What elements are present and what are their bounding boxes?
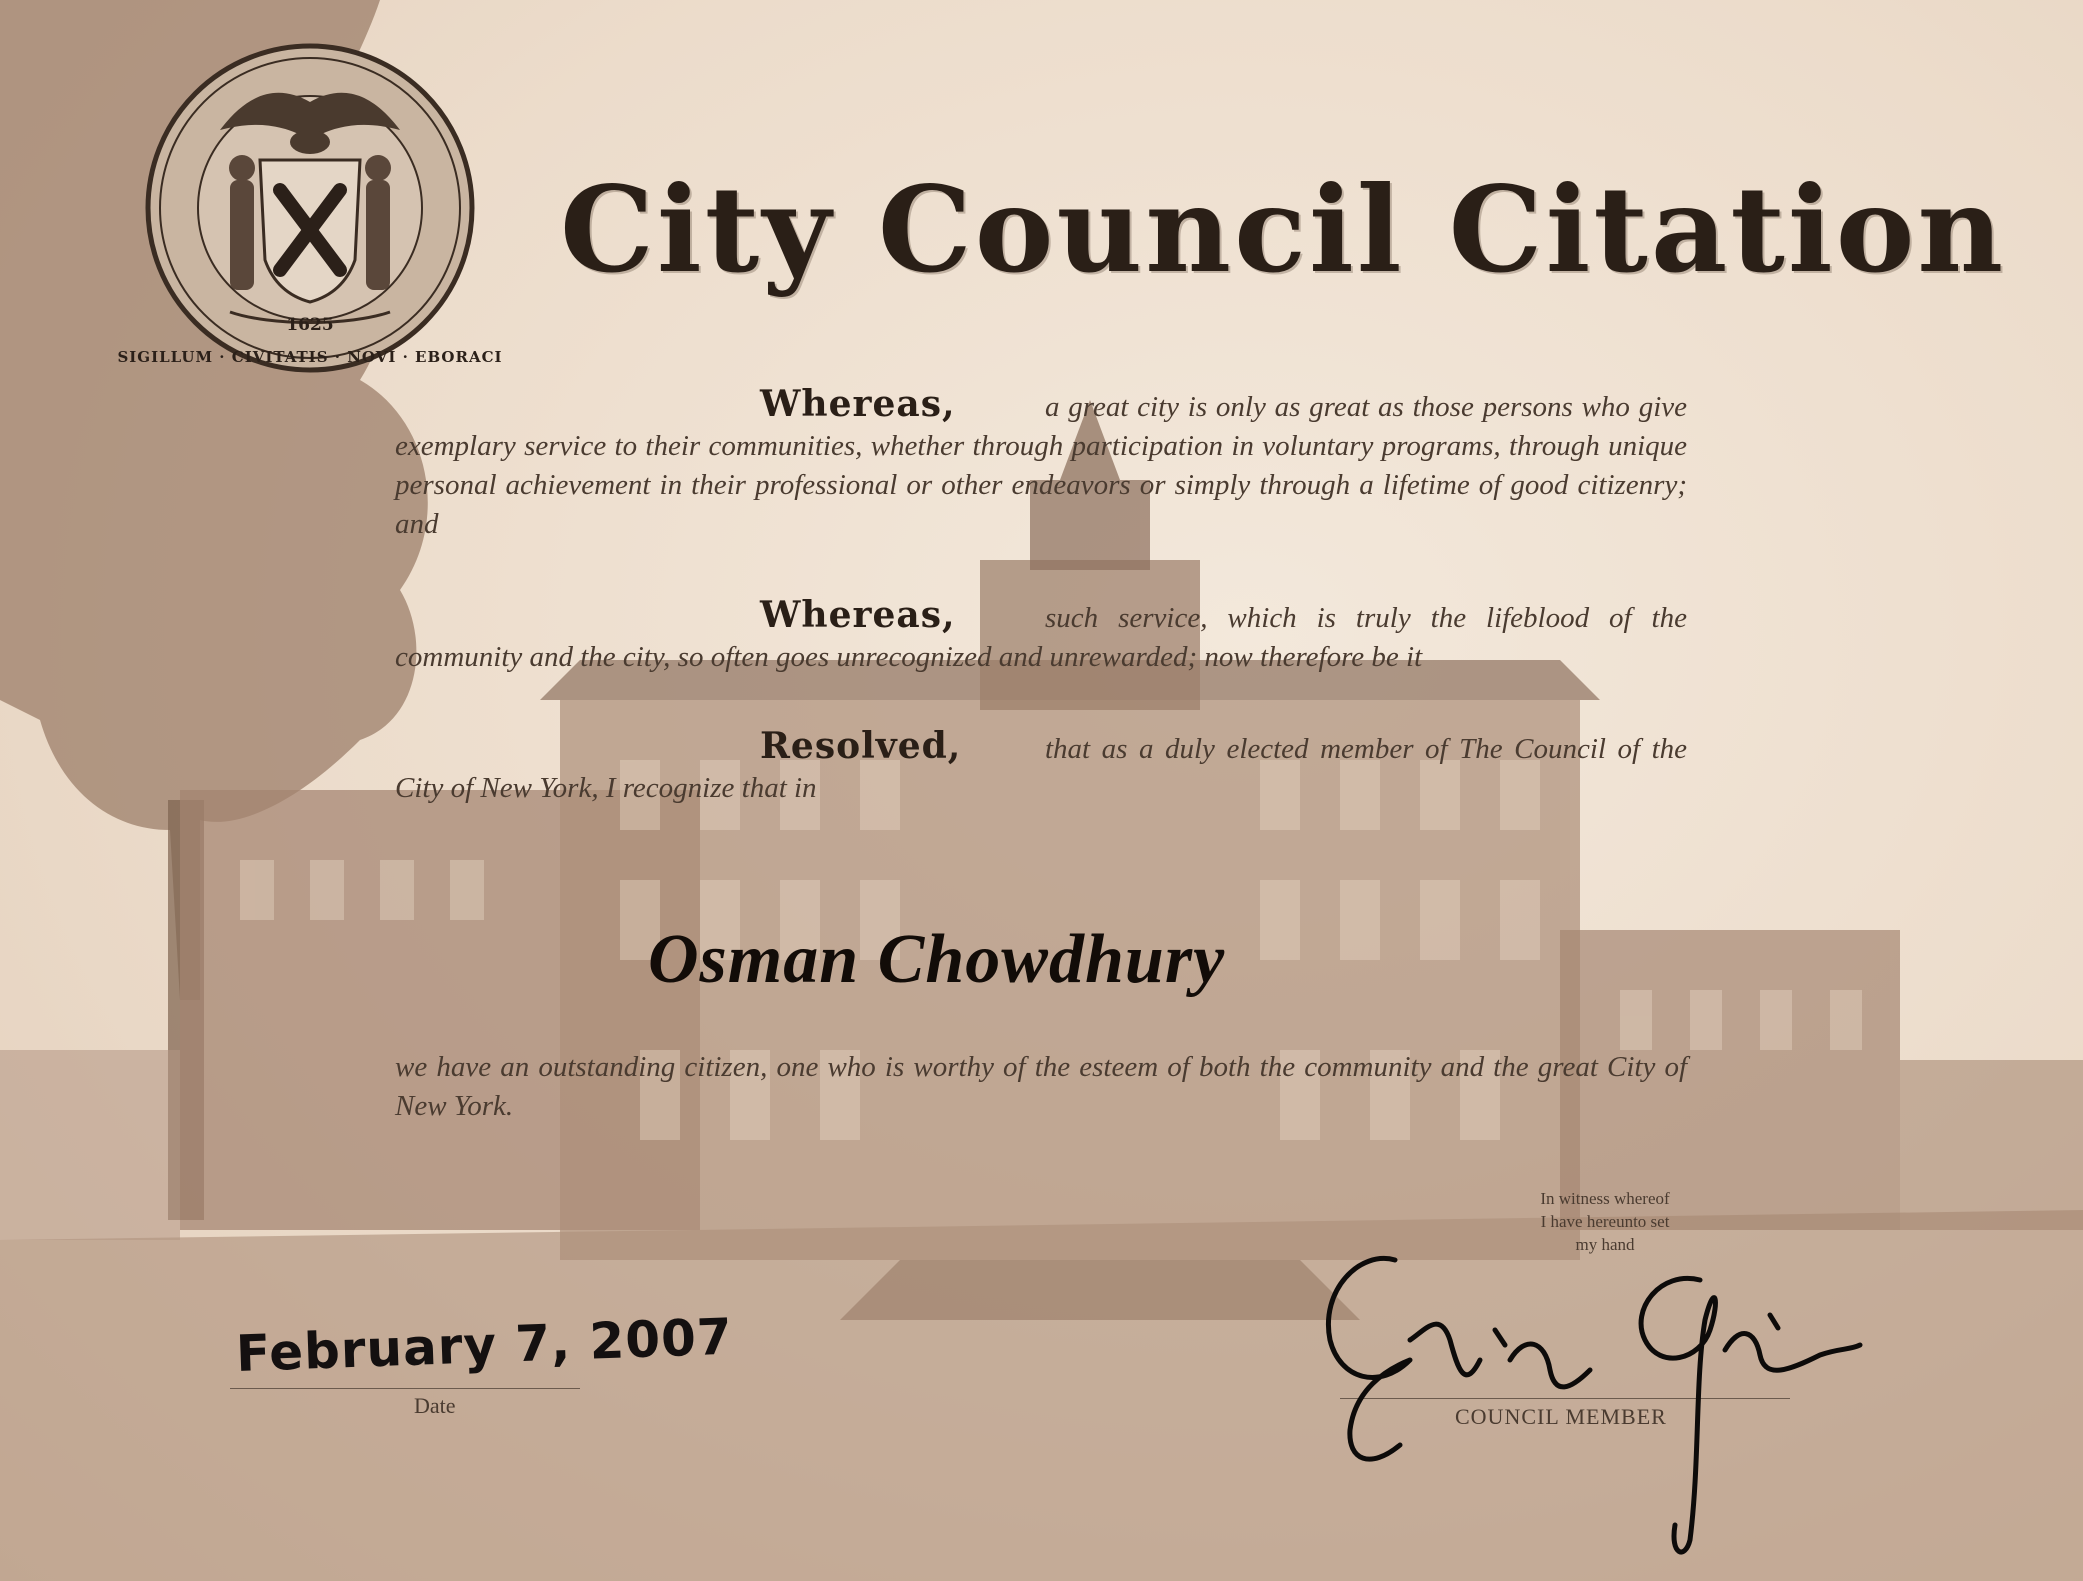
whereas-paragraph-2 [395, 596, 1687, 677]
handwritten-date: February 7, 2007 [235, 1307, 734, 1383]
date-label: Date [414, 1393, 456, 1418]
far-right-trees [1900, 1060, 2083, 1230]
honoree-name: Osman Chowdhury [648, 921, 1226, 998]
seal-motto: SIGILLUM · CIVITATIS · NOVI · EBORACI [117, 348, 503, 366]
far-left-building [0, 1050, 180, 1240]
resolved-text: that as a duly elected member of The Council of the City of New York, I recognize that in [395, 733, 1687, 804]
council-member-signature [1300, 1220, 1860, 1570]
whereas-lead-2: Whereas, [760, 594, 956, 636]
whereas-lead-1: Whereas, [760, 383, 956, 425]
whereas-text-2: such service, which is truly the lifeblood of the community and the city, so often goes unrecognized and unrewarded; now therefore be it [395, 602, 1687, 673]
seal-year: 1625 [286, 315, 334, 335]
whereas-text-1: a great city is only as great as those persons who give exemplary service to their communities, whether through participation in voluntary programs, through unique personal achievement in their professional or other endeavors or simply through a lifetime of good citizenry; and [395, 391, 1687, 540]
resolved-paragraph [395, 727, 1687, 808]
witness-line-3: my hand [1575, 1235, 1635, 1254]
citation-title: City Council Citation [560, 160, 2007, 299]
resolved-lead: Resolved, [760, 725, 962, 767]
witness-line-1: In witness whereof [1540, 1189, 1670, 1208]
closing-paragraph: we have an outstanding citizen, one who is worthy of the esteem of both the community and the great City of New York. [395, 1051, 1687, 1122]
nyc-seal [117, 30, 503, 380]
date-signature-line [230, 1388, 580, 1389]
whereas-paragraph-1 [395, 385, 1687, 544]
witness-line-2: I have hereunto set [1540, 1212, 1670, 1231]
front-steps [840, 1260, 1360, 1320]
council-member-label: COUNCIL MEMBER [1455, 1404, 1667, 1429]
